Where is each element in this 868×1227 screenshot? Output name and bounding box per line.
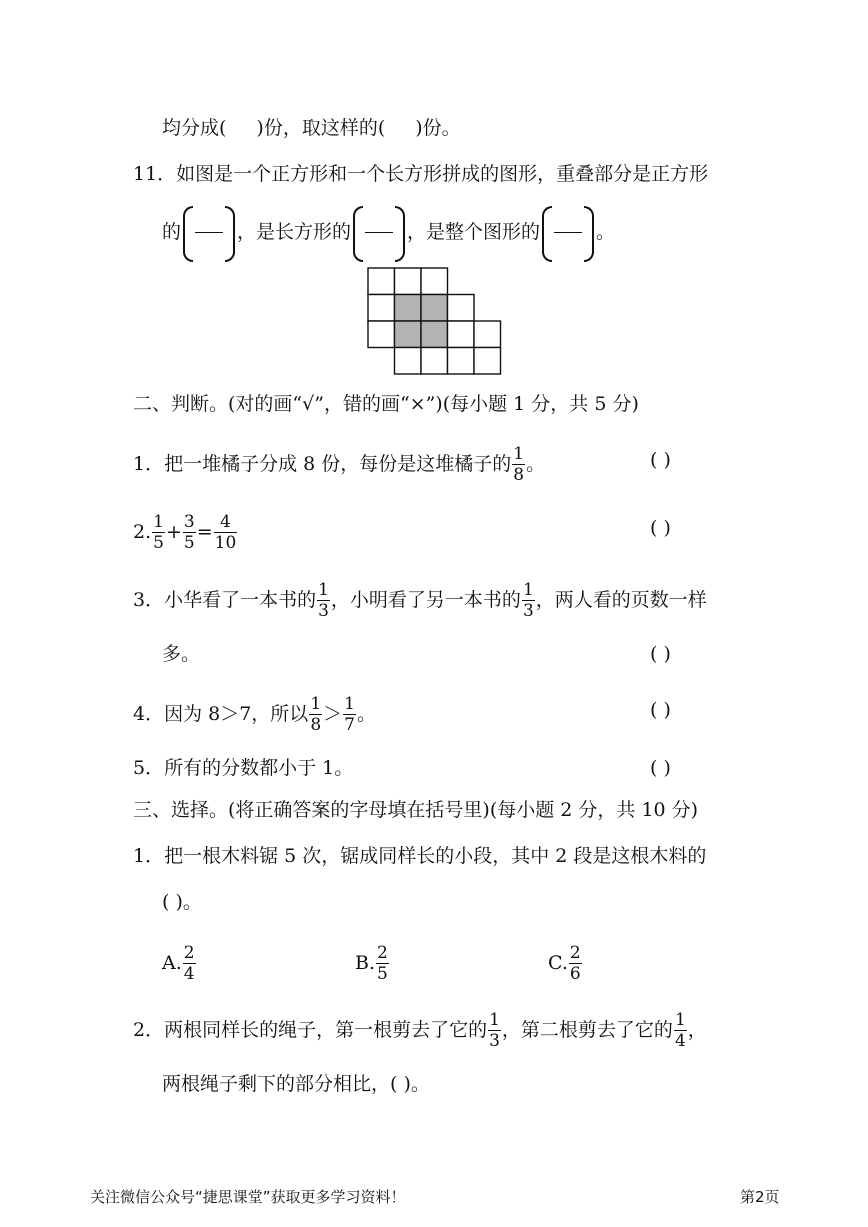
square-rectangle-figure bbox=[367, 267, 507, 377]
judge-item-3-line2: 多。 bbox=[162, 643, 201, 665]
q11-line2 bbox=[162, 204, 615, 260]
plus-sign: + bbox=[165, 521, 182, 543]
equals-sign: = bbox=[196, 521, 213, 543]
choice-1-option-b[interactable] bbox=[355, 945, 390, 983]
option-c-label: C. bbox=[548, 952, 568, 974]
q11-text-3: ，是整个图形的 bbox=[407, 221, 541, 243]
choice-2-line1 bbox=[133, 1012, 707, 1050]
greater-than-sign: ＞ bbox=[323, 703, 343, 725]
fraction: $\frac{1}{8}$ bbox=[513, 444, 525, 485]
judge-item-4 bbox=[133, 696, 376, 734]
choice-2-line2[interactable]: 两根绳子剩下的部分相比，( )。 bbox=[162, 1073, 430, 1095]
page-number: 第2页 bbox=[740, 1188, 780, 1206]
fraction: $\frac{2}{6}$ bbox=[569, 943, 581, 984]
grid-cell-overlap bbox=[421, 321, 448, 348]
judge-item-3 bbox=[133, 582, 707, 620]
judge-3-text-a: 3．小华看了一本书的 bbox=[133, 589, 317, 611]
fraction: $\frac{1}{3}$ bbox=[489, 1010, 500, 1051]
section3-title: 三、选择。(将正确答案的字母填在括号里)(每小题 2 分，共 10 分) bbox=[133, 799, 699, 821]
q10-text-c: )份。 bbox=[415, 117, 461, 139]
grid-cell bbox=[368, 295, 395, 322]
fraction: $\frac{1}{4}$ bbox=[674, 1010, 686, 1051]
fraction: $\frac{1}{8}$ bbox=[310, 694, 322, 735]
answer-fraction-blank-2[interactable] bbox=[353, 206, 405, 260]
choice-2-text-c: ， bbox=[687, 1019, 707, 1041]
judge-item-2 bbox=[133, 514, 238, 552]
grid-cell bbox=[421, 268, 448, 295]
q11-text-1: 的 bbox=[162, 221, 182, 243]
judge-1-text: 1．把一堆橘子分成 8 份，每份是这堆橘子的 bbox=[133, 453, 512, 475]
fraction: $\frac{2}{4}$ bbox=[183, 943, 195, 984]
judge-4-end: 。 bbox=[356, 703, 376, 725]
answer-paren-judge-1[interactable]: ( ) bbox=[650, 449, 671, 471]
grid-cell bbox=[395, 348, 422, 375]
fraction: $\frac{2}{5}$ bbox=[377, 943, 388, 984]
judge-1-end: 。 bbox=[526, 453, 546, 475]
answer-paren-judge-5[interactable]: ( ) bbox=[650, 757, 671, 779]
grid-cell bbox=[395, 268, 422, 295]
judge-4-text: 4．因为 8＞7，所以 bbox=[133, 703, 309, 725]
judge-3-text-c: ，两人看的页数一样 bbox=[535, 589, 707, 611]
grid-cell bbox=[421, 348, 448, 375]
judge-item-1 bbox=[133, 446, 545, 484]
q11-line1: 11．如图是一个正方形和一个长方形拼成的图形，重叠部分是正方形 bbox=[133, 163, 709, 185]
choice-2-text-a: 2．两根同样长的绳子，第一根剪去了它的 bbox=[133, 1019, 488, 1041]
grid-cell bbox=[448, 321, 475, 348]
choice-1-line2[interactable]: ( )。 bbox=[162, 891, 202, 913]
answer-paren-judge-2[interactable]: ( ) bbox=[650, 517, 671, 539]
fraction: $\frac{4}{10}$ bbox=[214, 512, 237, 553]
grid-cell bbox=[474, 321, 501, 348]
grid-cell bbox=[368, 268, 395, 295]
fraction: $\frac{1}{7}$ bbox=[344, 694, 355, 735]
grid-cell-overlap bbox=[421, 295, 448, 322]
judge-item-5: 5．所有的分数都小于 1。 bbox=[133, 757, 354, 779]
answer-paren-judge-4[interactable]: ( ) bbox=[650, 699, 671, 721]
section2-title: 二、判断。(对的画“√”，错的画“×”)(每小题 1 分，共 5 分) bbox=[133, 393, 639, 415]
q11-text-2: ，是长方形的 bbox=[237, 221, 352, 243]
grid-cell bbox=[368, 321, 395, 348]
fraction: $\frac{1}{3}$ bbox=[522, 580, 534, 621]
grid-cell bbox=[448, 295, 475, 322]
footer-promo: 关注微信公众号“捷思课堂”获取更多学习资料！ bbox=[90, 1188, 406, 1206]
choice-2-text-b: ，第二根剪去了它的 bbox=[501, 1019, 673, 1041]
fraction: $\frac{1}{5}$ bbox=[153, 512, 164, 553]
answer-fraction-blank-1[interactable] bbox=[183, 206, 235, 260]
choice-1-option-c[interactable] bbox=[548, 945, 583, 983]
fraction: $\frac{3}{5}$ bbox=[183, 512, 195, 553]
judge-2-num: 2. bbox=[133, 521, 152, 543]
q10-continuation bbox=[162, 116, 461, 140]
choice-1-option-a[interactable] bbox=[162, 945, 197, 983]
fraction: $\frac{1}{3}$ bbox=[318, 580, 329, 621]
q11-text-4: 。 bbox=[596, 221, 616, 243]
answer-fraction-blank-3[interactable] bbox=[542, 206, 594, 260]
grid-cell bbox=[474, 348, 501, 375]
grid-cell-overlap bbox=[395, 321, 422, 348]
grid-cell bbox=[448, 348, 475, 375]
q10-text-b: )份，取这样的( bbox=[256, 117, 386, 139]
option-b-label: B. bbox=[355, 952, 376, 974]
grid-cell-overlap bbox=[395, 295, 422, 322]
answer-paren-judge-3[interactable]: ( ) bbox=[650, 643, 671, 665]
judge-3-text-b: ，小明看了另一本书的 bbox=[330, 589, 521, 611]
option-a-label: A. bbox=[162, 952, 182, 974]
choice-1-line1: 1．把一根木料锯 5 次，锯成同样长的小段，其中 2 段是这根木料的 bbox=[133, 845, 707, 867]
q10-text-a: 均分成( bbox=[162, 117, 227, 139]
